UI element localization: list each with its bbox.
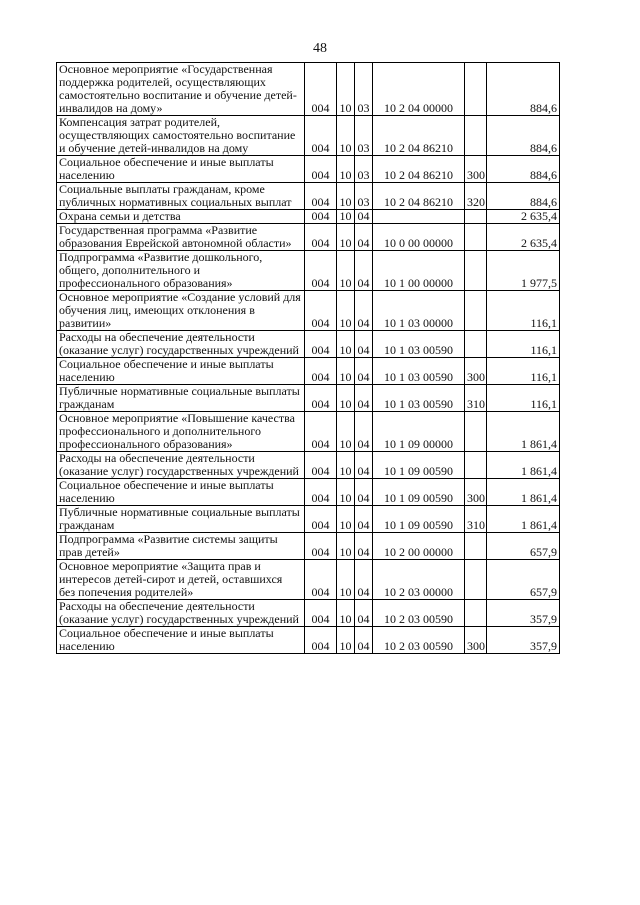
table-row: [57, 224, 560, 251]
row-admin-code: 004: [305, 63, 337, 116]
row-section: 10: [337, 358, 355, 385]
row-name: Основное мероприятие «Защита прав и интересов детей-сирот и детей, оставшихся без попечения родителей»: [57, 560, 305, 600]
row-admin-code: 004: [305, 627, 337, 654]
row-name: Расходы на обеспечение деятельности (оказание услуг) государственных учреждений: [57, 600, 305, 627]
row-admin-code: 004: [305, 600, 337, 627]
row-admin-code: 004: [305, 156, 337, 183]
row-admin-code: 004: [305, 533, 337, 560]
row-name: Государственная программа «Развитие образования Еврейской автономной области»: [57, 224, 305, 251]
row-target-article: 10 1 03 00590: [373, 385, 465, 412]
row-name: Расходы на обеспечение деятельности (оказание услуг) государственных учреждений: [57, 331, 305, 358]
row-name: Основное мероприятие «Создание условий для обучения лиц, имеющих отклонения в развитии»: [57, 291, 305, 331]
row-section: 10: [337, 291, 355, 331]
row-amount: 357,9: [487, 627, 560, 654]
row-expense-type: 300: [465, 479, 487, 506]
row-target-article: 10 2 04 00000: [373, 63, 465, 116]
row-admin-code: 004: [305, 452, 337, 479]
row-expense-type: [465, 251, 487, 291]
table-row: [57, 533, 560, 560]
row-subsection: 03: [355, 63, 373, 116]
row-admin-code: 004: [305, 479, 337, 506]
row-section: 10: [337, 63, 355, 116]
row-target-article: 10 2 03 00000: [373, 560, 465, 600]
row-section: 10: [337, 224, 355, 251]
row-expense-type: [465, 533, 487, 560]
row-target-article: 10 1 09 00590: [373, 479, 465, 506]
table-row: [57, 412, 560, 452]
row-name: Подпрограмма «Развитие системы защиты прав детей»: [57, 533, 305, 560]
row-section: 10: [337, 210, 355, 224]
row-name: Социальные выплаты гражданам, кроме публичных нормативных социальных выплат: [57, 183, 305, 210]
row-admin-code: 004: [305, 251, 337, 291]
row-amount: 2 635,4: [487, 210, 560, 224]
row-expense-type: [465, 224, 487, 251]
row-amount: 2 635,4: [487, 224, 560, 251]
row-admin-code: 004: [305, 331, 337, 358]
row-target-article: 10 2 04 86210: [373, 183, 465, 210]
row-subsection: 03: [355, 183, 373, 210]
row-subsection: 04: [355, 251, 373, 291]
row-amount: 884,6: [487, 156, 560, 183]
table-row: [57, 251, 560, 291]
row-target-article: 10 1 09 00590: [373, 506, 465, 533]
row-target-article: 10 1 03 00590: [373, 358, 465, 385]
row-section: 10: [337, 506, 355, 533]
row-subsection: 04: [355, 412, 373, 452]
row-name: Социальное обеспечение и иные выплаты населению: [57, 627, 305, 654]
row-expense-type: 300: [465, 358, 487, 385]
row-name: Публичные нормативные социальные выплаты гражданам: [57, 385, 305, 412]
row-section: 10: [337, 600, 355, 627]
row-amount: 884,6: [487, 116, 560, 156]
row-expense-type: [465, 331, 487, 358]
row-amount: 1 861,4: [487, 452, 560, 479]
row-section: 10: [337, 183, 355, 210]
row-admin-code: 004: [305, 412, 337, 452]
row-target-article: 10 1 09 00590: [373, 452, 465, 479]
row-expense-type: [465, 600, 487, 627]
row-subsection: 04: [355, 600, 373, 627]
row-admin-code: 004: [305, 385, 337, 412]
table-row: [57, 385, 560, 412]
row-subsection: 04: [355, 358, 373, 385]
row-subsection: 04: [355, 506, 373, 533]
row-subsection: 04: [355, 331, 373, 358]
row-admin-code: 004: [305, 506, 337, 533]
row-section: 10: [337, 627, 355, 654]
table-row: [57, 291, 560, 331]
row-target-article: 10 2 03 00590: [373, 627, 465, 654]
row-target-article: 10 2 04 86210: [373, 116, 465, 156]
table-row: [57, 627, 560, 654]
table-row: [57, 600, 560, 627]
row-expense-type: [465, 210, 487, 224]
row-expense-type: [465, 412, 487, 452]
row-target-article: 10 1 00 00000: [373, 251, 465, 291]
row-section: 10: [337, 560, 355, 600]
row-admin-code: 004: [305, 183, 337, 210]
row-amount: 116,1: [487, 291, 560, 331]
row-section: 10: [337, 116, 355, 156]
row-section: 10: [337, 412, 355, 452]
row-subsection: 04: [355, 479, 373, 506]
row-subsection: 03: [355, 116, 373, 156]
row-name: Основное мероприятие «Повышение качества профессионального и дополнительного профессионального образования»: [57, 412, 305, 452]
row-section: 10: [337, 385, 355, 412]
budget-table: [56, 62, 560, 654]
row-name: Компенсация затрат родителей, осуществляющих самостоятельно воспитание и обучение детей-инвалидов на дому: [57, 116, 305, 156]
row-subsection: 04: [355, 452, 373, 479]
row-target-article: 10 1 09 00000: [373, 412, 465, 452]
row-amount: 357,9: [487, 600, 560, 627]
row-admin-code: 004: [305, 116, 337, 156]
row-expense-type: [465, 116, 487, 156]
row-name: Социальное обеспечение и иные выплаты населению: [57, 479, 305, 506]
row-amount: 884,6: [487, 183, 560, 210]
row-expense-type: [465, 63, 487, 116]
row-target-article: 10 2 00 00000: [373, 533, 465, 560]
row-target-article: 10 2 03 00590: [373, 600, 465, 627]
row-amount: 116,1: [487, 385, 560, 412]
row-amount: 1 977,5: [487, 251, 560, 291]
page-number: 48: [313, 41, 327, 56]
row-target-article: 10 2 04 86210: [373, 156, 465, 183]
row-expense-type: 300: [465, 627, 487, 654]
row-subsection: 03: [355, 156, 373, 183]
table-row: [57, 452, 560, 479]
row-name: Подпрограмма «Развитие дошкольного, общего, дополнительного и профессионального образования»: [57, 251, 305, 291]
row-name: Основное мероприятие «Государственная поддержка родителей, осуществляющих самостоятельно воспитание и обучение детей-инвалидов на дому»: [57, 63, 305, 116]
table-row: [57, 156, 560, 183]
row-name: Расходы на обеспечение деятельности (оказание услуг) государственных учреждений: [57, 452, 305, 479]
row-amount: 1 861,4: [487, 506, 560, 533]
table-row: [57, 560, 560, 600]
row-amount: 657,9: [487, 560, 560, 600]
row-name: Социальное обеспечение и иные выплаты населению: [57, 358, 305, 385]
row-admin-code: 004: [305, 291, 337, 331]
table-row: [57, 183, 560, 210]
row-admin-code: 004: [305, 560, 337, 600]
table-row: [57, 116, 560, 156]
row-expense-type: 310: [465, 506, 487, 533]
table-row: [57, 210, 560, 224]
row-subsection: 04: [355, 533, 373, 560]
row-name: Социальное обеспечение и иные выплаты населению: [57, 156, 305, 183]
row-amount: 1 861,4: [487, 412, 560, 452]
row-subsection: 04: [355, 291, 373, 331]
row-subsection: 04: [355, 385, 373, 412]
row-expense-type: 300: [465, 156, 487, 183]
row-section: 10: [337, 331, 355, 358]
table-row: [57, 63, 560, 116]
row-amount: 116,1: [487, 331, 560, 358]
row-name: Охрана семьи и детства: [57, 210, 305, 224]
row-expense-type: [465, 452, 487, 479]
row-target-article: [373, 210, 465, 224]
table-row: [57, 331, 560, 358]
row-section: 10: [337, 479, 355, 506]
row-subsection: 04: [355, 560, 373, 600]
row-expense-type: [465, 291, 487, 331]
row-amount: 1 861,4: [487, 479, 560, 506]
row-section: 10: [337, 251, 355, 291]
row-admin-code: 004: [305, 210, 337, 224]
table-row: [57, 479, 560, 506]
row-section: 10: [337, 156, 355, 183]
row-section: 10: [337, 452, 355, 479]
row-admin-code: 004: [305, 358, 337, 385]
row-target-article: 10 1 03 00000: [373, 291, 465, 331]
row-subsection: 04: [355, 627, 373, 654]
row-amount: 657,9: [487, 533, 560, 560]
row-expense-type: [465, 560, 487, 600]
table-row: [57, 506, 560, 533]
row-expense-type: 320: [465, 183, 487, 210]
row-name: Публичные нормативные социальные выплаты гражданам: [57, 506, 305, 533]
row-admin-code: 004: [305, 224, 337, 251]
row-subsection: 04: [355, 210, 373, 224]
row-subsection: 04: [355, 224, 373, 251]
row-target-article: 10 0 00 00000: [373, 224, 465, 251]
row-amount: 116,1: [487, 358, 560, 385]
row-expense-type: 310: [465, 385, 487, 412]
row-amount: 884,6: [487, 63, 560, 116]
row-target-article: 10 1 03 00590: [373, 331, 465, 358]
row-section: 10: [337, 533, 355, 560]
table-row: [57, 358, 560, 385]
